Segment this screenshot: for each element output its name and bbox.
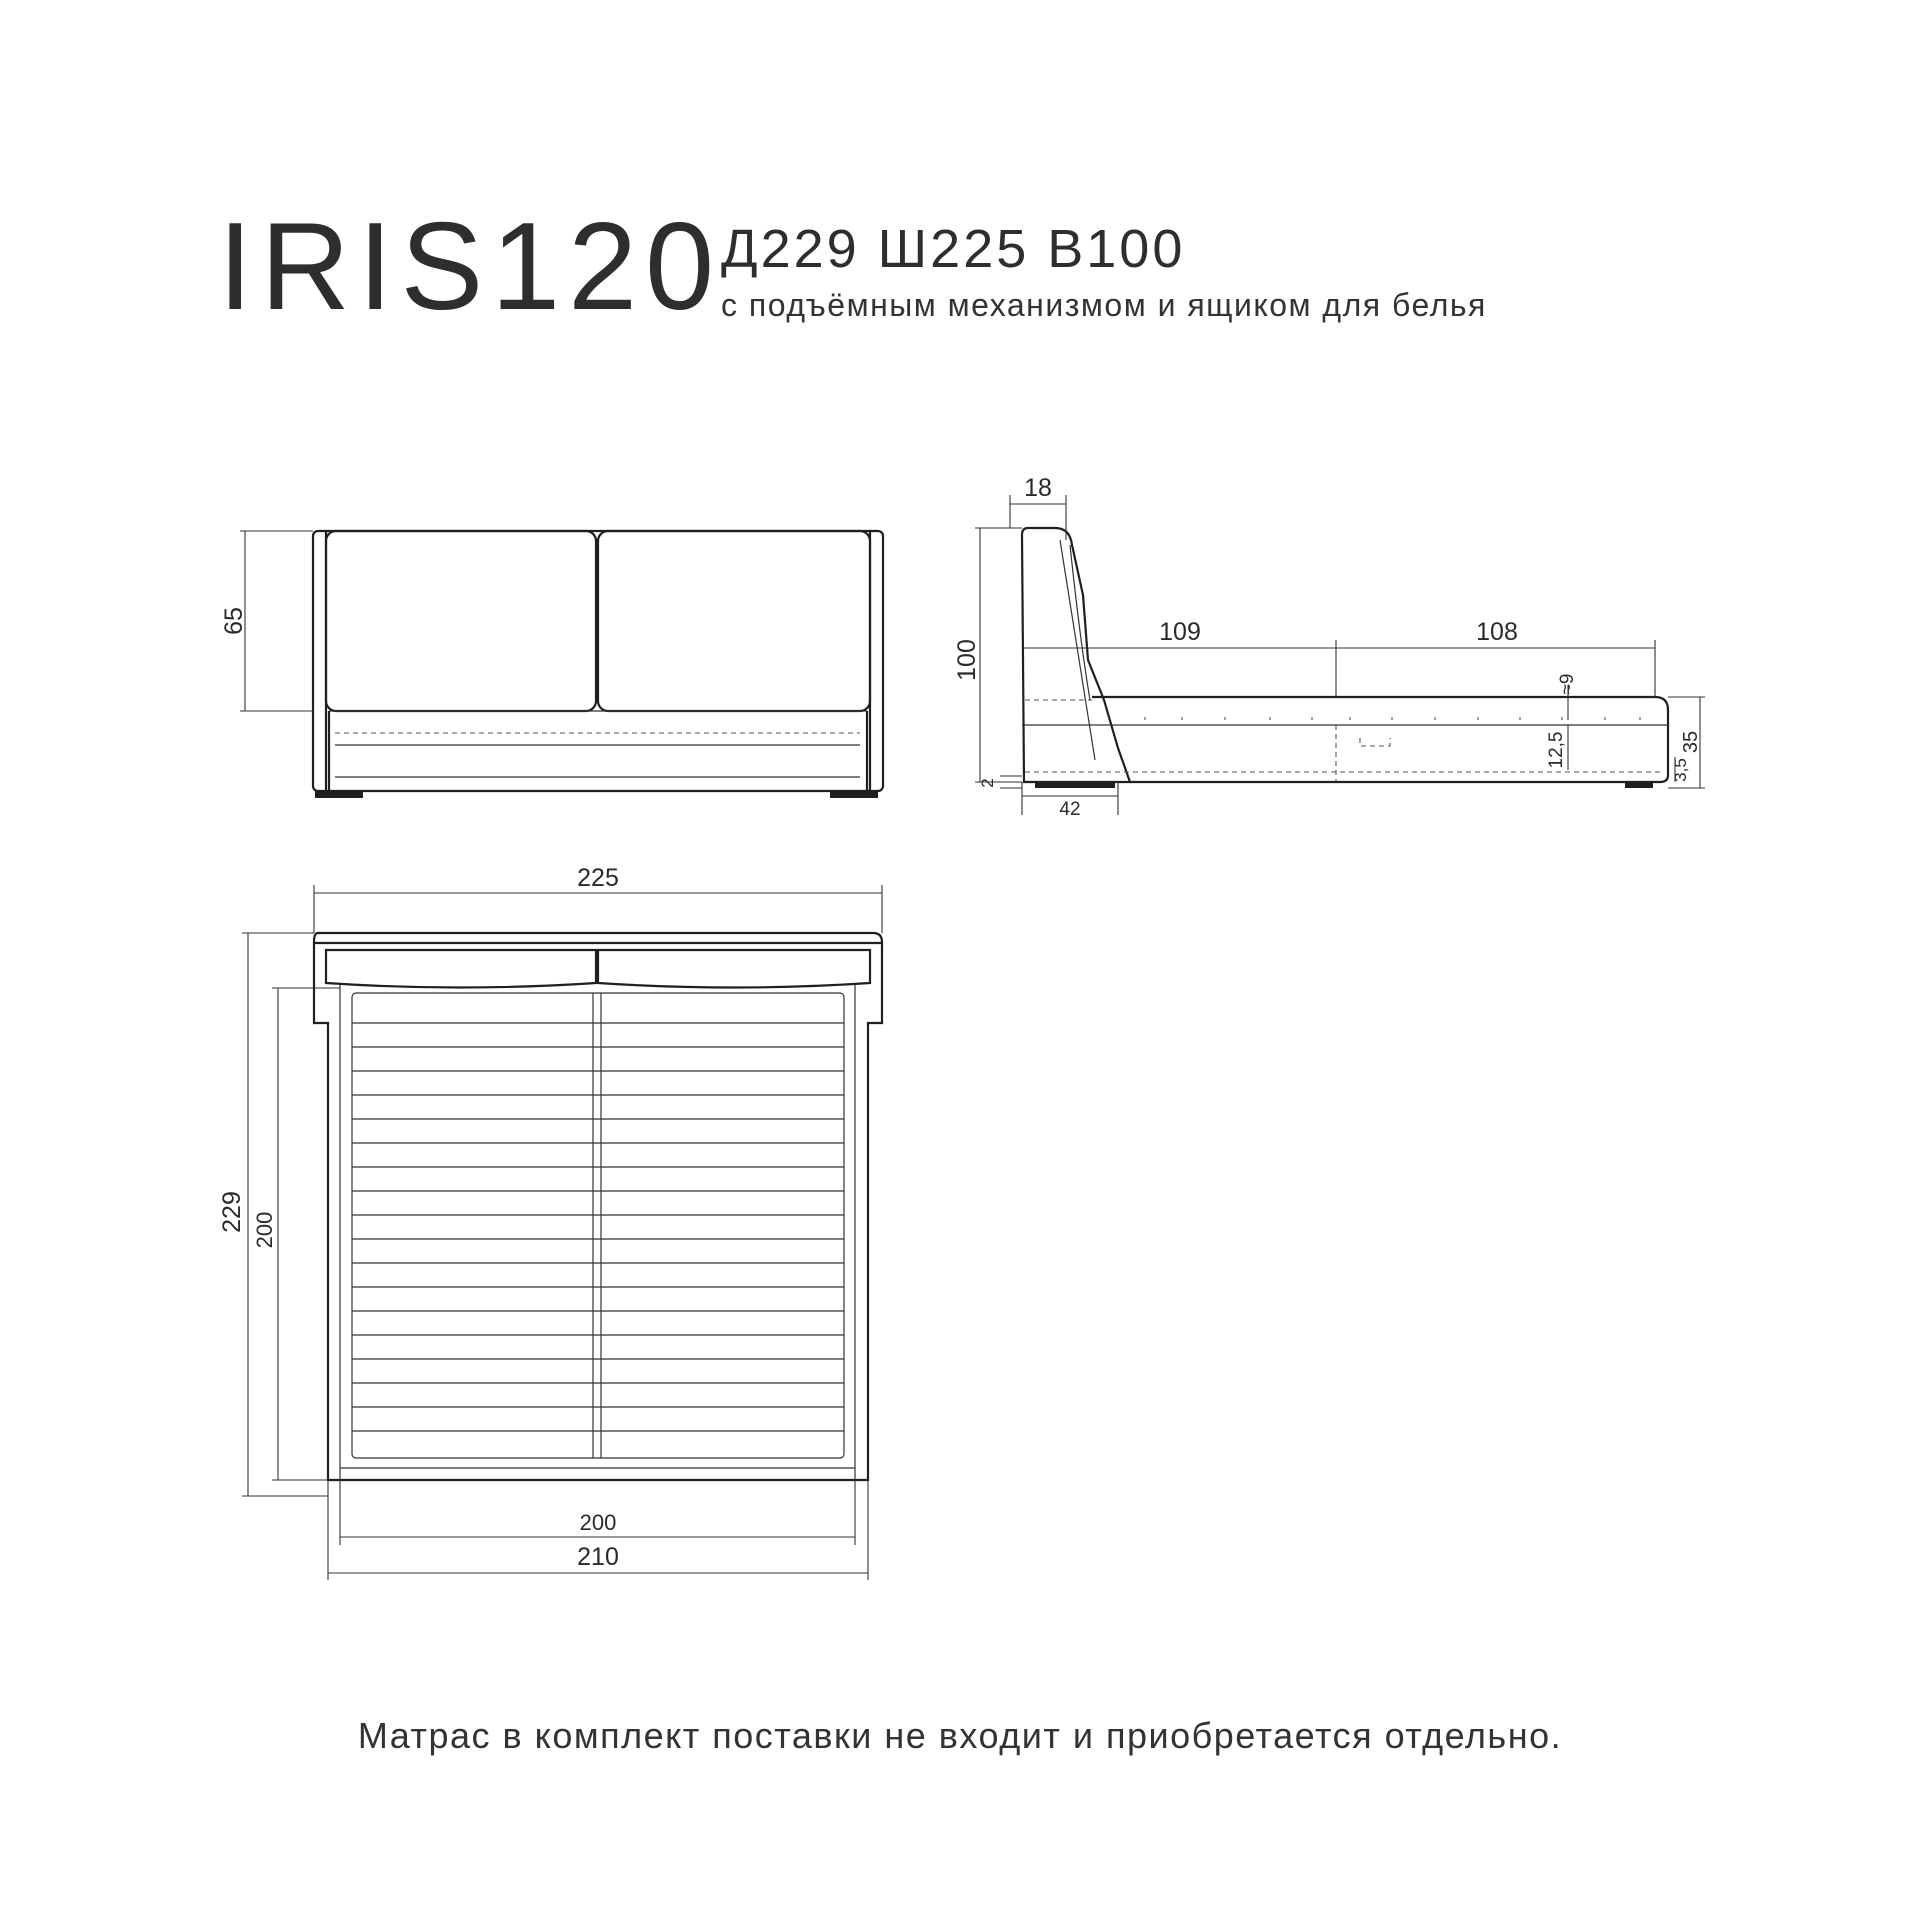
side-inner-height-label: 12,5 <box>1546 731 1567 769</box>
side-drawer-handle <box>1360 738 1390 746</box>
side-total-height-label: 100 <box>953 639 981 681</box>
top-slats <box>352 1023 844 1431</box>
top-view <box>218 864 882 1580</box>
side-view <box>953 474 1705 820</box>
side-approx-label: ≈9 <box>1557 673 1578 695</box>
front-cushion-right <box>598 531 870 711</box>
side-leg-front <box>1625 782 1653 788</box>
front-cushion-left <box>326 531 596 711</box>
front-leg-left <box>315 791 363 798</box>
side-clearance-label: 2 <box>978 778 997 788</box>
side-headboard <box>1022 528 1130 782</box>
front-height-label: 65 <box>220 607 248 635</box>
overall-dimensions: Д229 Ш225 В100 <box>721 219 1186 279</box>
top-sleep-length-label: 200 <box>252 1211 277 1249</box>
side-segment-2-label: 108 <box>1476 618 1518 646</box>
top-cushion-left <box>326 950 596 988</box>
top-frame-width-label: 210 <box>577 1543 619 1571</box>
top-total-length-label: 229 <box>218 1191 246 1233</box>
top-outer-frame <box>314 933 882 1480</box>
top-slat-frame <box>352 993 844 1458</box>
top-cushion-right <box>598 950 870 988</box>
side-headboard-thickness-label: 18 <box>1024 474 1052 502</box>
top-sleep-width-label: 200 <box>579 1510 617 1535</box>
side-base-depth-label: 42 <box>1059 799 1081 820</box>
side-base-height-label: 35 <box>1680 730 1702 754</box>
front-view <box>220 531 883 798</box>
side-frame <box>1092 697 1668 782</box>
side-leg-back <box>1035 782 1115 788</box>
front-leg-right <box>830 791 878 798</box>
top-total-width-label: 225 <box>577 864 619 892</box>
footer-note: Матрас в комплект поставки не входит и приобретается отдельно. <box>357 1715 1563 1756</box>
side-slat-marks <box>1145 717 1640 720</box>
model-title: IRIS120 <box>218 198 723 336</box>
side-leg-height-label: 3,5 <box>1671 758 1690 782</box>
side-segment-1-label: 109 <box>1159 618 1201 646</box>
model-subtitle: с подъёмным механизмом и ящиком для белья <box>721 287 1487 323</box>
